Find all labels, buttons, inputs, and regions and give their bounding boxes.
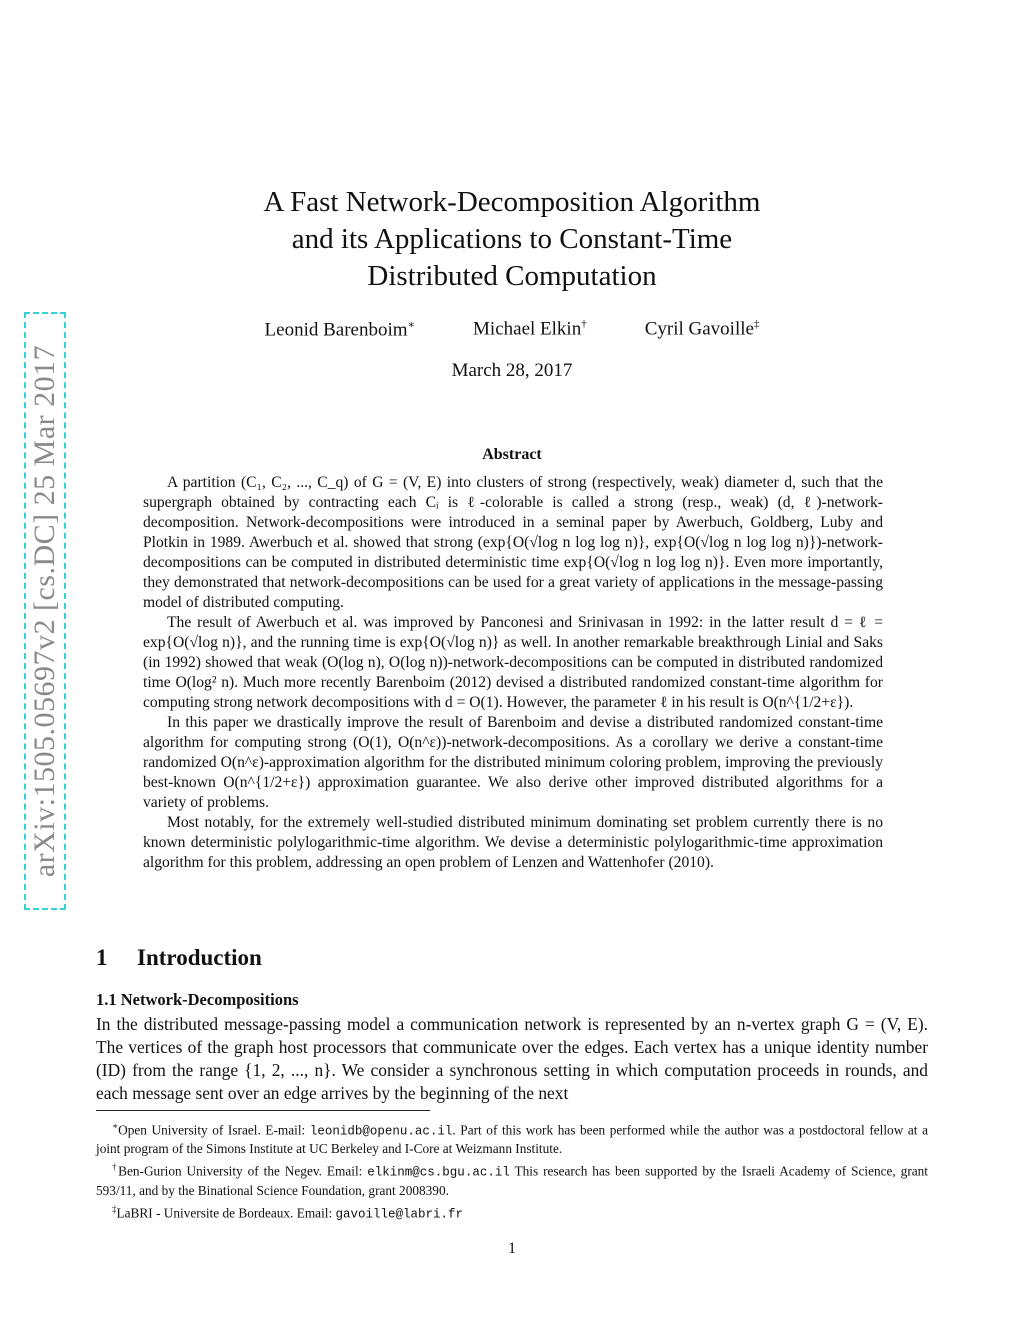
footnotes	[96, 1117, 928, 1223]
email-link[interactable]: leonidb@openu.ac.il	[309, 1124, 453, 1139]
author: Leonid Barenboim∗	[264, 319, 416, 341]
email-link[interactable]: elkinm@cs.bgu.ac.il	[367, 1165, 510, 1180]
title-line: Distributed Computation	[367, 260, 657, 292]
author: Cyril Gavoille‡	[644, 318, 760, 340]
footnote-divider	[96, 1110, 430, 1111]
title-line: and its Applications to Constant-Time	[291, 223, 733, 255]
subsection-number: 1.1	[96, 990, 117, 1009]
footnote: †Ben-Gurion University of the Negev. Email: elkinm@cs.bgu.ac.il This research has been supported by the Israeli Academy of Science, grant 593/11, and by the Binational Science Foundation, grant 2008390.	[96, 1162, 928, 1198]
subsection-heading	[96, 990, 299, 1010]
section-title: Introduction	[137, 945, 262, 970]
page-number: 1	[508, 1240, 516, 1257]
subsection-title: Network-Decompositions	[120, 990, 299, 1009]
section-heading	[96, 945, 262, 971]
abstract-body	[143, 473, 883, 873]
abstract-paragraph: A partition (C₁, C₂, ..., C_q) of G = (V, E) into clusters of strong (respectively, weak) diameter d, such that the supergraph obtained by contracting each Cᵢ is ℓ-colorable is called a strong (resp., weak) (d, ℓ)-network-decomposition. Network-decompositions were introduced in a seminal paper by Awerbuch, Goldberg, Luby and Plotkin in 1989. Awerbuch et al. showed that strong (exp{O(√log n log log n)}, exp{O(√log n log log n)})-network-decompositions can be computed in distributed deterministic time exp{O(√log n log log n)}. Even more importantly, they demonstrated that network-decompositions can be used for a great variety of applications in the message-passing model of distributed computing.	[143, 474, 883, 611]
paper-date: March 28, 2017	[451, 360, 573, 381]
intro-paragraph: In the distributed message-passing model a communication network is represented by an n-vertex graph G = (V, E). The vertices of the graph host processors that communicate over the edges. Each vertex has a unique identity number (ID) from the range {1, 2, ..., n}. We consider a synchronous setting in which computation proceeds in rounds, and each message sent over an edge arrives by the beginning of the next	[96, 1014, 928, 1103]
author: Michael Elkin†	[473, 318, 587, 340]
intro-body	[96, 1013, 928, 1105]
abstract-paragraph: Most notably, for the extremely well-studied distributed minimum dominating set problem currently there is no known deterministic polylogarithmic-time algorithm. We devise a deterministic polylogarithmic-time approximation algorithm for this problem, addressing an open problem of Lenzen and Wattenhofer (2010).	[143, 814, 883, 871]
abstract-paragraph: In this paper we drastically improve the result of Barenboim and devise a distributed randomized constant-time algorithm for computing strong (O(1), O(n^ε))-network-decompositions. As a corollary we derive a constant-time randomized O(n^ε)-approximation algorithm for the distributed minimum coloring problem, improving the previously best-known O(n^{1/2+ε}) approximation guarantee. We also derive other improved distributed algorithms for a variety of problems.	[143, 714, 883, 811]
abstract-heading: Abstract	[482, 446, 542, 463]
author-list	[200, 318, 824, 341]
arxiv-id: arXiv:1505.05697v2 [cs.DC] 25 Mar 2017	[28, 344, 61, 878]
paper-title	[190, 184, 834, 295]
arxiv-stamp	[24, 312, 66, 910]
abstract-paragraph: The result of Awerbuch et al. was improved by Panconesi and Srinivasan in 1992: in the latter result d = ℓ = exp{O(√log n)}, and the running time is exp{O(√log n)} as well. In another remarkable breakthrough Linial and Saks (in 1992) showed that weak (O(log n), O(log n))-network-decompositions can be computed in distributed randomized time O(log² n). Much more recently Barenboim (2012) devised a distributed randomized constant-time algorithm for computing strong network decompositions with d = O(1). However, the parameter ℓ in his result is O(n^{1/2+ε}).	[143, 614, 883, 711]
footnote: ‡LaBRI - Universite de Bordeaux. Email: gavoille@labri.fr	[112, 1203, 464, 1222]
footnote: ∗Open University of Israel. E-mail: leonidb@openu.ac.il. Part of this work has been performed while the author was a postdoctoral fellow at a joint program of the Simons Institute at UC Berkeley and I-Core at Weizmann Institute.	[96, 1121, 928, 1157]
title-line: A Fast Network-Decomposition Algorithm	[263, 186, 761, 218]
section-number: 1	[96, 945, 108, 970]
email-link[interactable]: gavoille@labri.fr	[335, 1207, 464, 1222]
